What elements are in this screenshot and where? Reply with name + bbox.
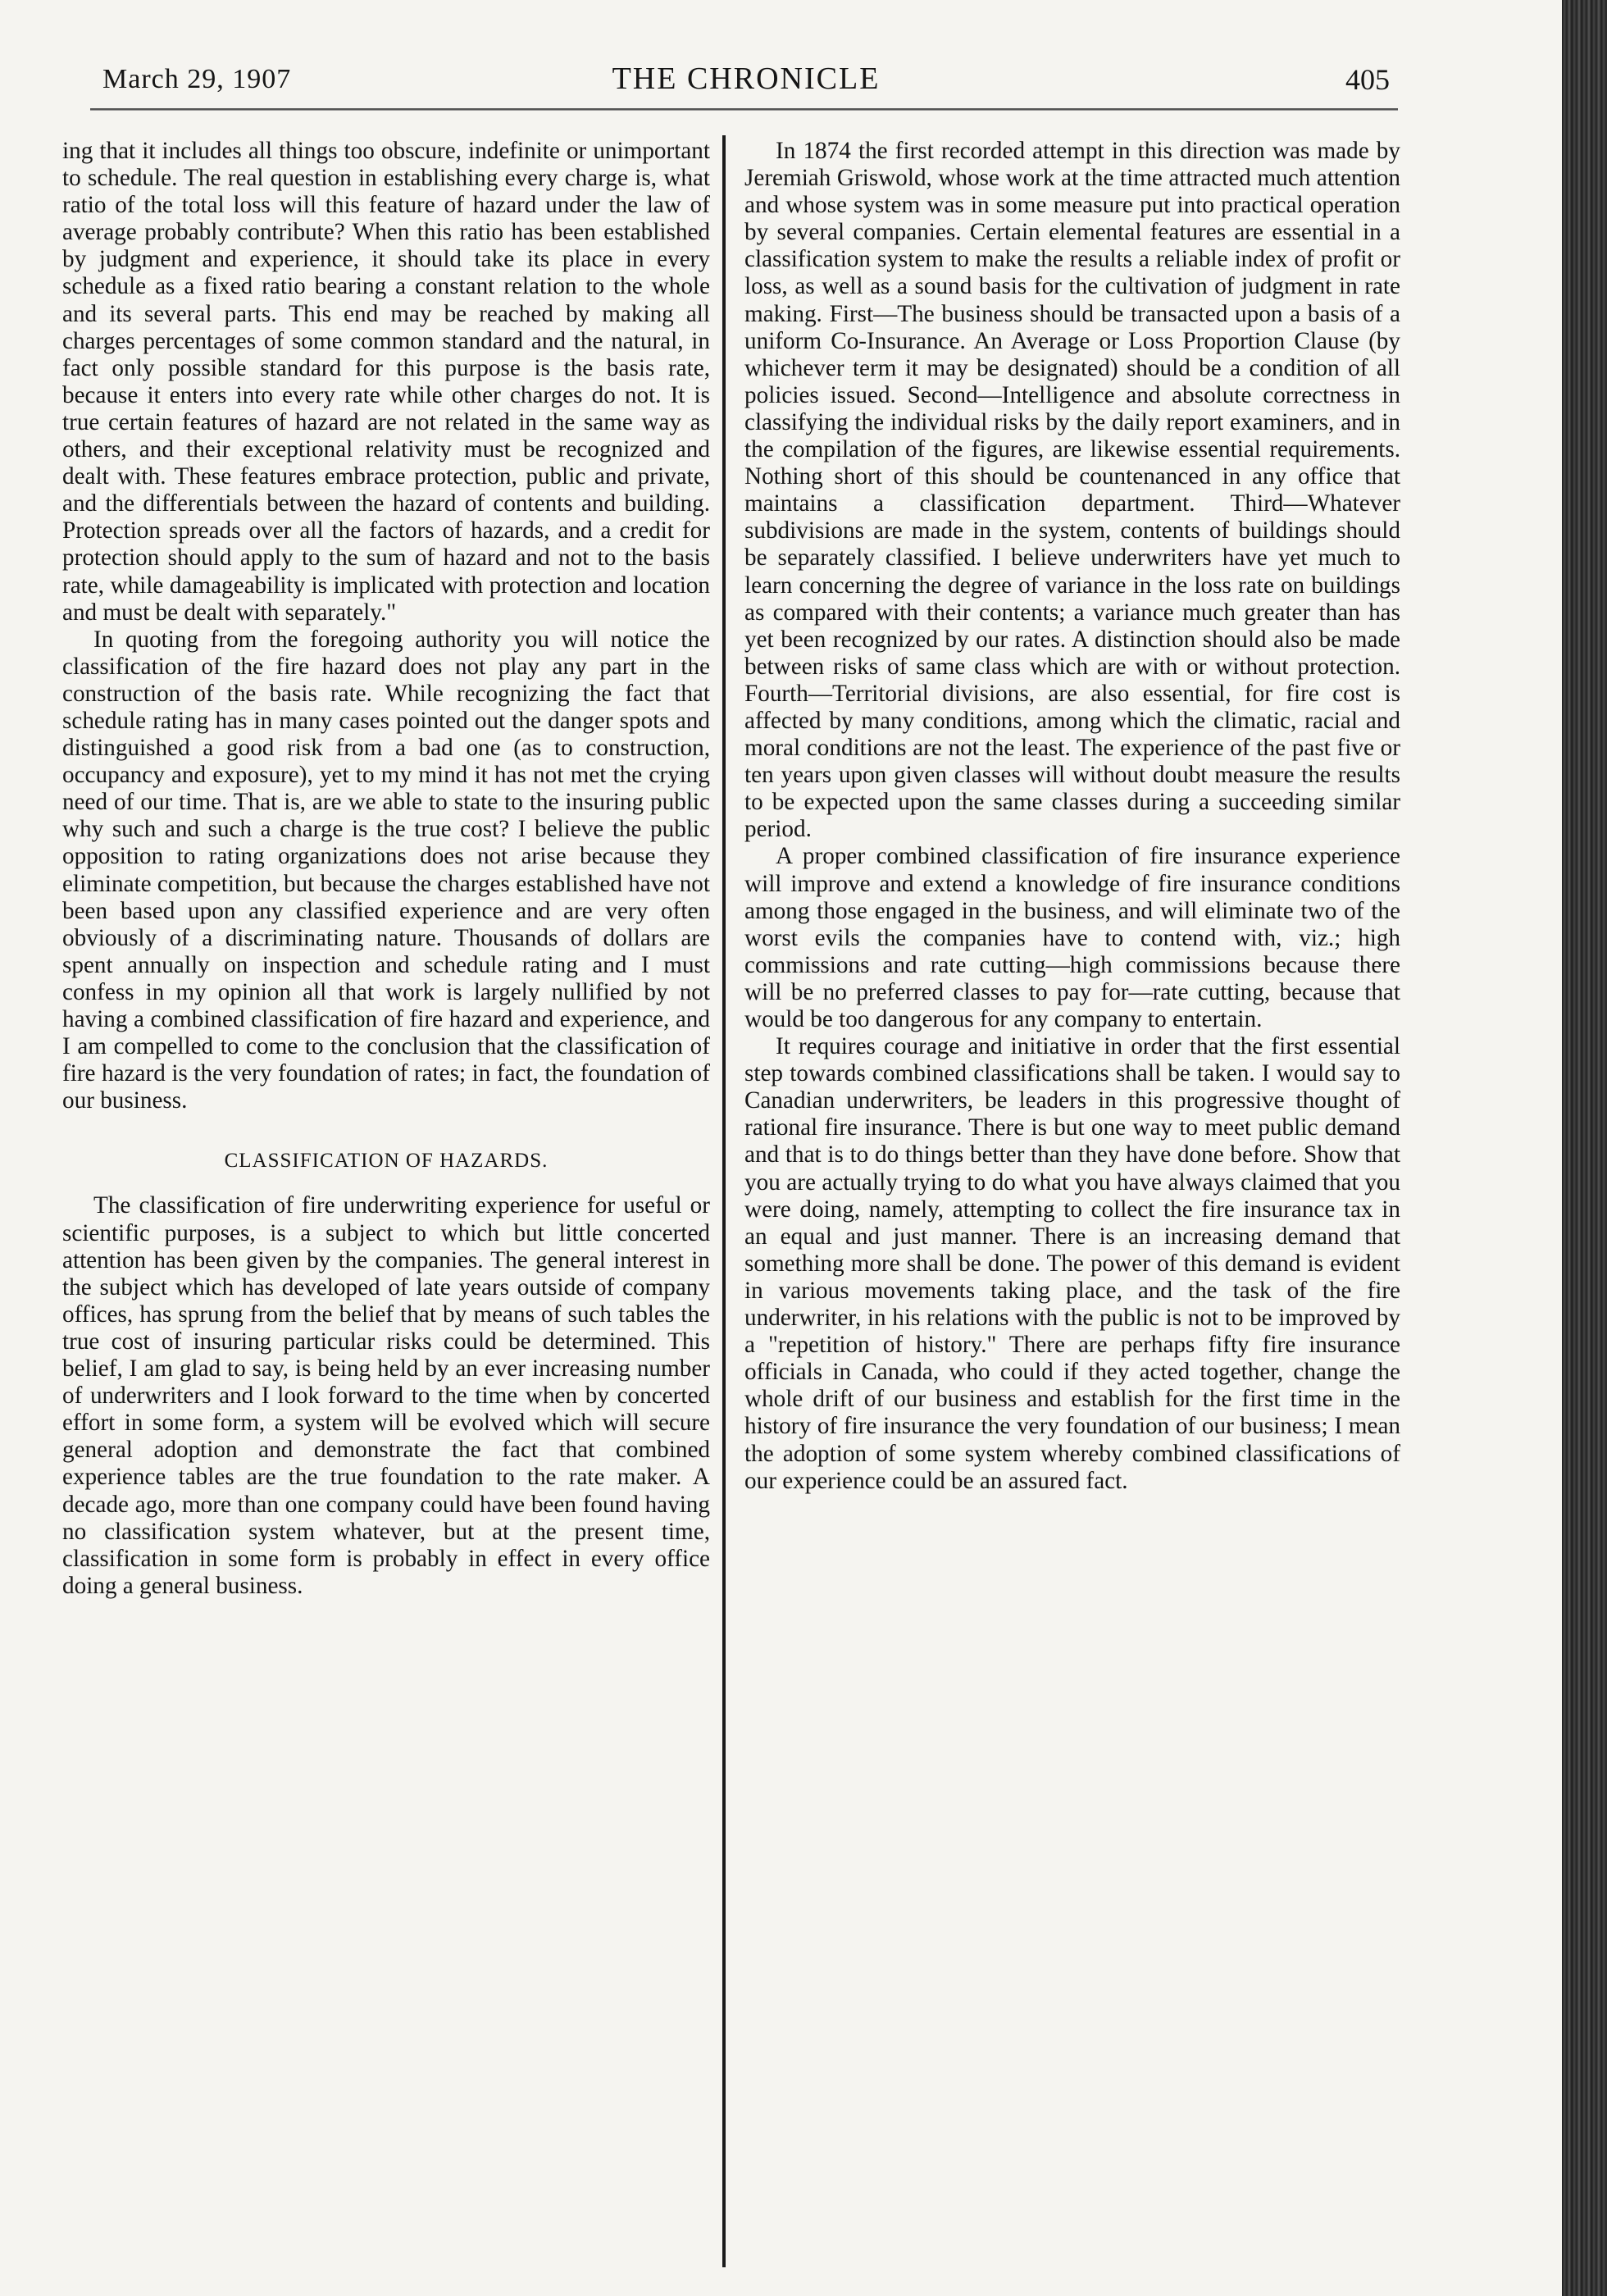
left-paragraph-2: In quoting from the foregoing authority you will notice the classification of the fire hazard does not play any part in the construction of the basis rate. While recognizing the fact that schedule rating has in many cases pointed out the danger spots and distinguished a good risk from a bad one (as to construction, occupancy and exposure), yet to my mind it has not met the crying need of our time. That is, are we able to state to the insuring public why such and such a charge is the true cost? I believe the public opposition to rating organizations does not arise because they eliminate competition, but because the charges established have not been based upon any classified experience and are very often obviously of a discriminating nature. Thousands of dollars are spent annually on inspection and schedule rating and I must confess in my opinion all that work is largely nullified by not having a combined classification of fire hazard and experience, and I am compelled to come to the conclusion that the classification of fire hazard is the very foundation of rates; in fact, the foundation of our business. [62,626,710,1114]
right-paragraph-3: It requires courage and initiative in order that the first essential step towards combined classifications shall be taken. I would say to Canadian underwriters, be leaders in this progressive thought of rational fire insurance. There is but one way to meet public demand and that is to do things better than they have done before. Show that you are actually trying to do what you have always claimed that you were doing, namely, attempting to collect the fire insurance tax in an equal and just manner. There is an increasing demand that something more shall be done. The power of this demand is evident in various movements taking place, and the task of the fire underwriter, in his relations with the public is not to be improved by a "repetition of history." There are perhaps fifty fire insurance officials in Canada, who could if they acted together, change the whole drift of our business and establish for the first time in the history of fire insurance the very foundation of our business; I mean the adoption of some system whereby combined classifications of our experience could be an assured fact. [744,1033,1400,1494]
right-paragraph-1: In 1874 the first recorded attempt in this direction was made by Jeremiah Griswold, whose work at the time attracted much attention and whose system was in some measure put into practical operation by several companies. Certain elemental features are essential in a classification system to make the results a reliable index of profit or loss, as well as a sound basis for the cultivation of judgment in rate making. First—The business should be transacted upon a basis of a uniform Co-Insurance. An Average or Loss Proportion Clause (by whichever term it may be designated) should be a condition of all policies issued. Second—Intelligence and absolute correctness in classifying the individual risks by the daily report examiners, and in the compilation of the figures, are likewise essential requirements. Nothing short of this should be countenanced in any office that maintains a classification department. Third—Whatever subdivisions are made in the system, contents of buildings should be separately classified. I believe underwriters have yet much to learn concerning the degree of variance in the loss rate on buildings as compared with their contents; a variance much greater than has yet been recognized by our rates. A distinction should also be made between risks of same class which are with or without protection. Fourth—Territorial divisions, are also essential, for fire cost is affected by many conditions, among which the climatic, racial and moral conditions are not the least. The experience of the past five or ten years upon given classes will without doubt measure the results to be expected upon the same classes during a succeeding similar period. [744,138,1400,843]
book-binding-edge [1562,0,1607,2296]
issue-date: March 29, 1907 [102,64,292,94]
left-paragraph-1: ing that it includes all things too obscure, indefinite or unimportant to schedule. The real question in establishing every charge is, what ratio of the total loss will this feature of hazard under the law of average probably contribute? When this ratio has been established by judgment and experience, it should take its place in every schedule as a fixed ratio bearing a constant relation to the whole and its several parts. This end may be reached by making all charges percentages of some common standard and the natural, in fact only possible standard for this purpose is the basis rate, because it enters into every rate while other charges do not. It is true certain features of hazard are not related in the same way as others, and their exceptional relativity must be recognized and dealt with. These features embrace protection, public and private, and the differentials between the hazard of contents and building. Protection spreads over all the factors of hazards, and a credit for protection should apply to the sum of hazard and not to the basis rate, while damageability is implicated with protection and location and must be dealt with separately." [62,138,710,626]
right-column [744,138,1400,1495]
right-paragraph-2: A proper combined classification of fire insurance experience will improve and extend a knowledge of fire insurance conditions among those engaged in the business, and will eliminate two of the worst evils the companies have to contend with, viz.; high commissions and rate cutting—high commissions because there will be no preferred classes to pay for—rate cutting, because that would be too dangerous for any company to entertain. [744,843,1400,1032]
publication-title: THE CHRONICLE [612,61,881,96]
page-header [102,56,1390,105]
left-paragraph-3: The classification of fire underwriting experience for useful or scientific purposes, is a subject to which but little concerted attention has been given by the companies. The general interest in the subject which has developed of late years outside of company offices, has sprung from the belief that by means of such tables the true cost of insuring particular risks could be determined. This belief, I am glad to say, is being held by an ever increasing number of underwriters and I look forward to the time when by concerted effort in some form, a system will be evolved which will secure general adoption and demonstrate the fact that combined experience tables are the true foundation to the rate maker. A decade ago, more than one company could have been found having no classification system whatever, but at the present time, classification in some form is probably in effect in every office doing a general business. [62,1192,710,1599]
header-rule [90,108,1398,111]
left-column [62,138,710,1600]
column-divider [722,135,726,2267]
page-number: 405 [1345,63,1390,96]
section-heading: CLASSIFICATION OF HAZARDS. [224,1150,549,1173]
